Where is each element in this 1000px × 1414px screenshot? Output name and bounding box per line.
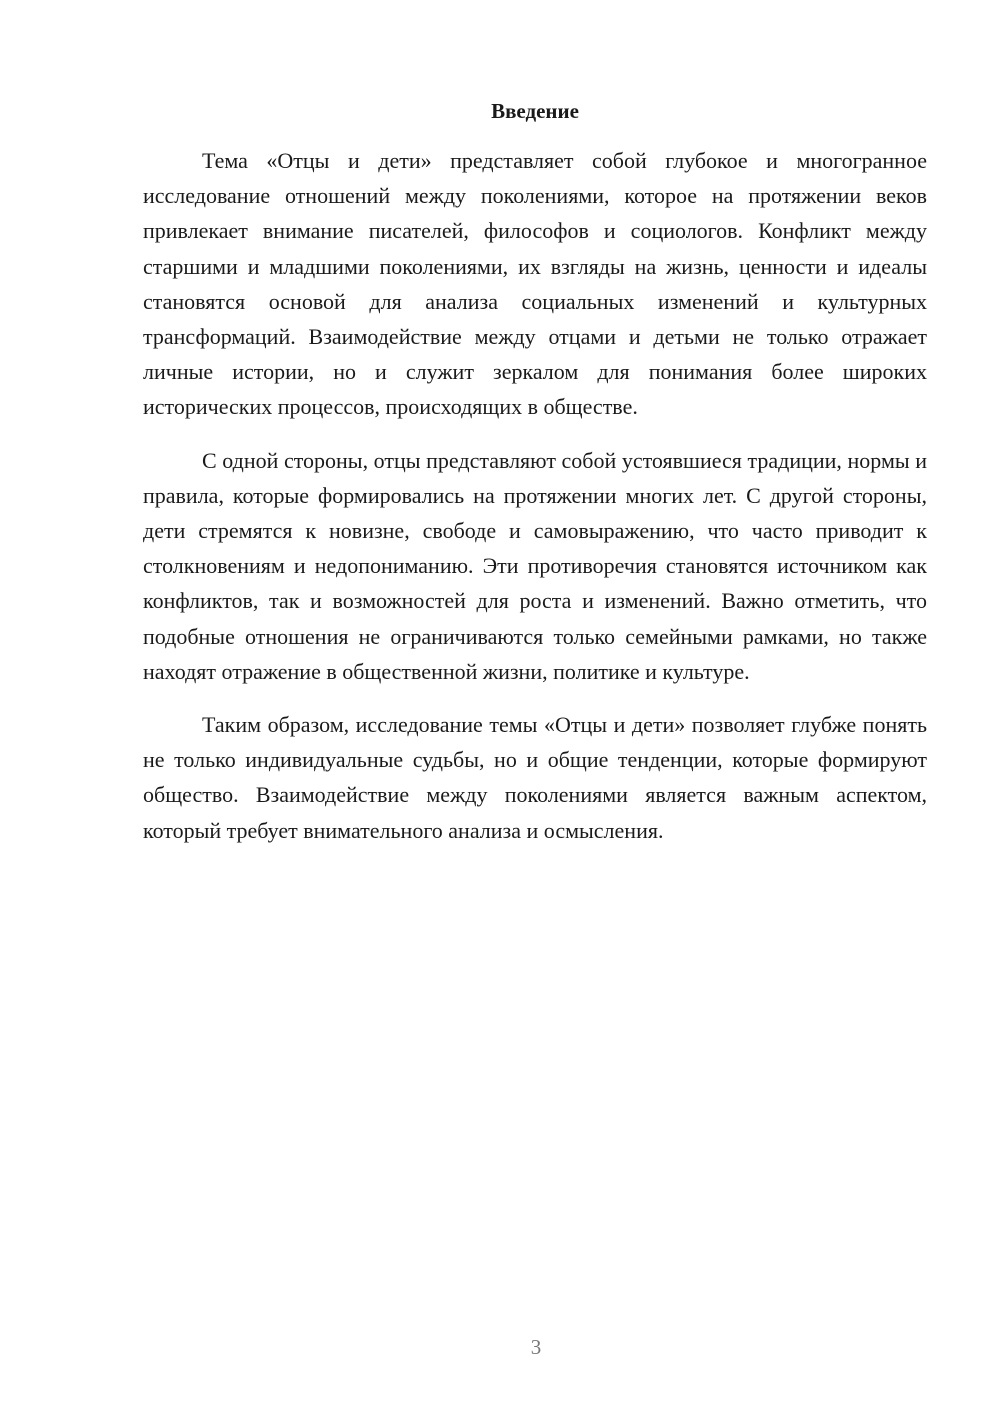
- paragraph-3: Таким образом, исследование темы «Отцы и дети» позволяет глубже понять не только индивидуальные судьбы, но и общие тенденции, которые формируют общество. Взаимодействие между поколениями является важным аспектом, который требует внимательного анализа и осмысления.: [143, 712, 927, 843]
- page-number: 3: [530, 1335, 542, 1359]
- paragraph-2: С одной стороны, отцы представляют собой устоявшиеся традиции, нормы и правила, которые формировались на протяжении многих лет. С другой стороны, дети стремятся к новизне, свободе и самовыражению, что часто приводит к столкновениям и недопониманию. Эти противоречия становятся источником как конфликтов, так и возможностей для роста и изменений. Важно отметить, что подобные отношения не ограничиваются только семейными рамками, но также находят отражение в общественной жизни, политике и культуре.: [143, 447, 927, 684]
- paragraph-1: Тема «Отцы и дети» представляет собой глубокое и многогранное исследование отношений между поколениями, которое на протяжении веков привлекает внимание писателей, философов и социологов. Конфликт между старшими и младшими поколениями, их взгляды на жизнь, ценности и идеалы становятся основой для анализа социальных изменений и культурных трансформаций. Взаимодействие между отцами и детьми не только отражает личные истории, но и служит зеркалом для понимания более широких исторических процессов, происходящих в обществе.: [143, 148, 927, 420]
- page-title: Введение: [491, 99, 579, 123]
- body-text: [143, 143, 927, 866]
